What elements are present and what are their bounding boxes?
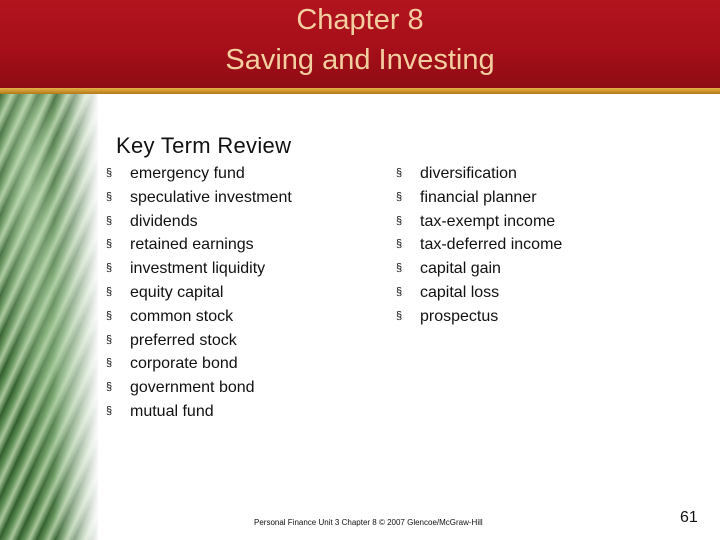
term-label: equity capital: [130, 283, 224, 301]
term-label: investment liquidity: [130, 260, 266, 278]
square-bullet-icon: §: [106, 309, 113, 322]
term-label: tax-exempt income: [420, 212, 556, 230]
term-item: [396, 233, 562, 257]
term-label: capital loss: [420, 283, 500, 301]
right-term-list: [396, 162, 562, 329]
term-label: preferred stock: [130, 331, 237, 349]
square-bullet-icon: §: [106, 190, 113, 203]
term-item: [106, 210, 292, 234]
term-label: speculative investment: [130, 188, 292, 206]
term-item: [106, 352, 292, 376]
square-bullet-icon: §: [106, 404, 113, 417]
square-bullet-icon: §: [106, 333, 113, 346]
term-item: [106, 400, 292, 424]
term-label: emergency fund: [130, 165, 245, 182]
term-label: dividends: [130, 212, 198, 230]
term-item: [106, 257, 292, 281]
left-term-list: [106, 162, 292, 424]
term-item: [106, 376, 292, 400]
term-item: [396, 186, 562, 210]
square-bullet-icon: §: [396, 214, 403, 227]
square-bullet-icon: §: [396, 167, 403, 179]
term-label: mutual fund: [130, 402, 214, 420]
square-bullet-icon: §: [106, 167, 113, 179]
square-bullet-icon: §: [106, 285, 113, 298]
square-bullet-icon: §: [396, 262, 403, 275]
term-label: common stock: [130, 307, 234, 325]
term-label: retained earnings: [130, 236, 254, 254]
square-bullet-icon: §: [396, 309, 403, 322]
square-bullet-icon: §: [106, 238, 113, 251]
term-label: diversification: [420, 165, 517, 182]
square-bullet-icon: §: [396, 238, 403, 251]
term-label: tax-deferred income: [420, 236, 563, 254]
square-bullet-icon: §: [106, 262, 113, 275]
currency-background-image: [0, 94, 98, 540]
term-item: [106, 329, 292, 353]
term-label: prospectus: [420, 307, 499, 325]
term-item: [106, 305, 292, 329]
title-banner: [0, 0, 720, 88]
term-item: [396, 162, 562, 186]
square-bullet-icon: §: [106, 381, 113, 394]
term-label: government bond: [130, 379, 255, 397]
term-item: [106, 281, 292, 305]
square-bullet-icon: §: [396, 285, 403, 298]
term-label: capital gain: [420, 260, 501, 278]
term-item: [396, 257, 562, 281]
gold-divider: [0, 88, 720, 94]
term-item: [106, 233, 292, 257]
term-item: [396, 305, 562, 329]
term-label: corporate bond: [130, 355, 238, 373]
square-bullet-icon: §: [396, 190, 403, 203]
slide-subtitle: Key Term Review: [116, 133, 292, 158]
term-item: [106, 162, 292, 186]
term-item: [106, 186, 292, 210]
page-number: 61: [680, 509, 698, 526]
term-item: [396, 281, 562, 305]
term-label: financial planner: [420, 188, 537, 206]
square-bullet-icon: §: [106, 214, 113, 227]
term-item: [396, 210, 562, 234]
footer-credit: Personal Finance Unit 3 Chapter 8 © 2007 Glencoe/McGraw-Hill: [254, 518, 483, 527]
square-bullet-icon: §: [106, 357, 113, 370]
title-line-2: Saving and Investing: [225, 44, 495, 76]
title-line-1: Chapter 8: [296, 4, 424, 36]
